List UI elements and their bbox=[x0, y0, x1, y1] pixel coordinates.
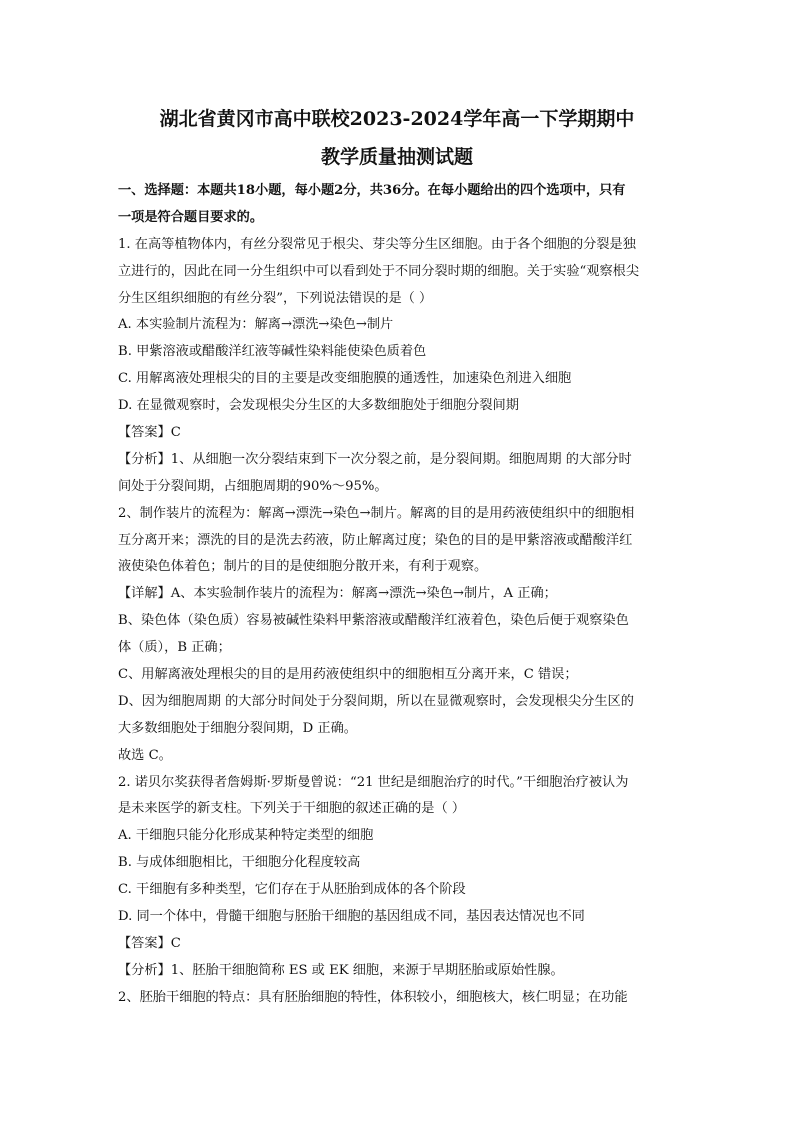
question-2-option-b: B. 与成体细胞相比，干细胞分化程度较高 bbox=[118, 855, 361, 871]
section-heading: 一项是符合题目要求的。 bbox=[118, 209, 264, 225]
document-title-line-2: 教学质量抽测试题 bbox=[320, 146, 473, 168]
question-1-detail: D、因为细胞周期 的大部分时间处于分裂间期，所以在显微观察时，会发现根尖分生区的 bbox=[118, 693, 634, 709]
question-1-detail: 体（质），B 正确； bbox=[118, 640, 231, 656]
question-1-detail: B、染色体（染色质）容易被碱性染料甲紫溶液或醋酸洋红液着色，染色后便于观察染色 bbox=[118, 613, 629, 629]
question-1-detail: 【详解】A、本实验制作装片的流程为：解离→漂洗→染色→制片，A 正确； bbox=[118, 586, 557, 602]
document-title-line-1: 湖北省黄冈市高中联校2023-2024学年高一下学期期中 bbox=[159, 108, 635, 130]
question-2-stem: 是未来医学的新支柱。下列关于干细胞的叙述正确的是（ ） bbox=[118, 801, 466, 817]
question-1-analysis: 2、制作装片的流程为：解离→漂洗→染色→制片。解离的目的是用药液使组织中的细胞相 bbox=[118, 505, 635, 521]
question-1-detail: C、用解离液处理根尖的目的是用药液使组织中的细胞相互分离开来，C 错误； bbox=[118, 667, 578, 683]
question-1-option-a: A. 本实验制片流程为：解离→漂洗→染色→制片 bbox=[118, 317, 394, 333]
question-1-analysis: 间处于分裂间期，占细胞周期的90%～95%。 bbox=[118, 478, 388, 494]
question-1-analysis: 【分析】1、从细胞一次分裂结束到下一次分裂之前，是分裂间期。细胞周期 的大部分时 bbox=[118, 451, 632, 467]
question-2-analysis: 【分析】1、胚胎干细胞简称 ES 或 EK 细胞，来源于早期胚胎或原始性腺。 bbox=[118, 962, 564, 978]
question-2-option-d: D. 同一个体中，骨髓干细胞与胚胎干细胞的基因组成不同，基因表达情况也不同 bbox=[118, 909, 585, 925]
question-1-analysis: 互分离开来；漂洗的目的是洗去药液，防止解离过度；染色的目的是甲紫溶液或醋酸洋红 bbox=[118, 532, 633, 548]
question-2-option-a: A. 干细胞只能分化形成某种特定类型的细胞 bbox=[118, 828, 374, 844]
document-body bbox=[118, 178, 678, 1012]
question-1-analysis: 液使染色体着色；制片的目的是使细胞分散开来，有利于观察。 bbox=[118, 559, 488, 575]
question-1-option-d: D. 在显微观察时，会发现根尖分生区的大多数细胞处于细胞分裂间期 bbox=[118, 398, 519, 414]
question-1-option-b: B. 甲紫溶液或醋酸洋红液等碱性染料能使染色质着色 bbox=[118, 344, 427, 360]
question-2-option-c: C. 干细胞有多种类型，它们存在于从胚胎到成体的各个阶段 bbox=[118, 882, 466, 898]
question-2-stem: 2. 诺贝尔奖获得者詹姆斯·罗斯曼曾说：“21 世纪是细胞治疗的时代。”干细胞治疗被认为 bbox=[118, 774, 629, 790]
question-1-detail: 大多数细胞处于细胞分裂间期，D 正确。 bbox=[118, 720, 357, 736]
question-1-option-c: C. 用解离液处理根尖的目的主要是改变细胞膜的通透性，加速染色剂进入细胞 bbox=[118, 371, 572, 387]
question-1-stem: 分生区组织细胞的有丝分裂”，下列说法错误的是（ ） bbox=[118, 290, 433, 306]
question-2-analysis: 2、胚胎干细胞的特点：具有胚胎细胞的特性，体积较小，细胞核大，核仁明显；在功能 bbox=[118, 989, 628, 1005]
question-1-conclusion: 故选 C。 bbox=[118, 747, 172, 763]
question-1-stem: 1. 在高等植物体内，有丝分裂常见于根尖、芽尖等分生区细胞。由于各个细胞的分裂是独 bbox=[118, 236, 636, 252]
question-1-stem: 立进行的，因此在同一分生组织中可以看到处于不同分裂时期的细胞。关于实验“观察根尖 bbox=[118, 263, 640, 279]
question-1-answer: 【答案】C bbox=[118, 425, 181, 441]
section-heading: 一、选择题：本题共18小题，每小题2分，共36分。在每小题给出的四个选项中，只有 bbox=[118, 183, 626, 198]
question-2-answer: 【答案】C bbox=[118, 935, 181, 951]
